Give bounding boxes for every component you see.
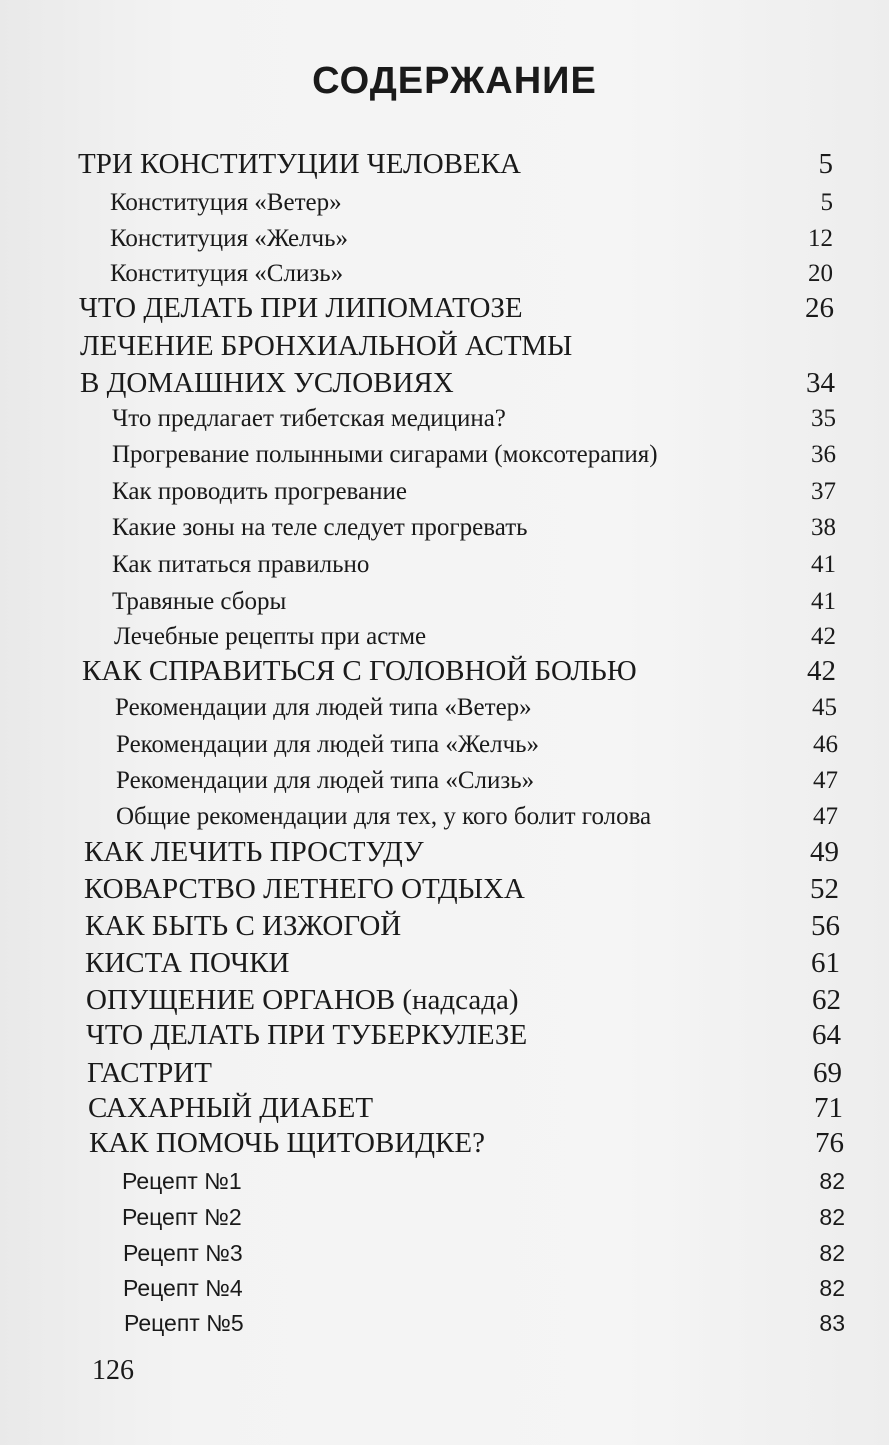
toc-entry: [110, 222, 833, 256]
toc-entry-page: 5: [820, 189, 833, 216]
toc-entry: [89, 1126, 844, 1160]
toc-entry-page: 76: [815, 1127, 844, 1159]
toc-entry: [112, 438, 836, 472]
toc-entry-title: Рецепт №3: [123, 1240, 243, 1266]
toc-entry: [116, 800, 838, 834]
toc-entry-title: Общие рекомендации для тех, у кого болит голова: [116, 803, 652, 830]
toc-entry-title: Рекомендации для людей типа «Ветер»: [115, 694, 532, 721]
toc-entry-page: 61: [811, 947, 840, 979]
toc-entry: [87, 1056, 842, 1090]
toc-entry-title: ЛЕЧЕНИЕ БРОНХИАЛЬНОЙ АСТМЫ: [80, 330, 573, 362]
toc-entry-title: ТРИ КОНСТИТУЦИИ ЧЕЛОВЕКА: [78, 148, 522, 180]
toc-entry-page: 82: [819, 1204, 845, 1230]
toc-entry-page: 71: [814, 1092, 843, 1124]
toc-entry: [110, 257, 833, 291]
toc-entry-title: Рекомендации для людей типа «Желчь»: [116, 731, 540, 758]
toc-entry-page: 12: [808, 225, 833, 252]
page-title: СОДЕРЖАНИЕ: [312, 60, 597, 102]
toc-entry: [86, 983, 841, 1017]
toc-entry-page: 82: [819, 1240, 845, 1266]
toc-entry-title: Рецепт №2: [122, 1204, 242, 1230]
toc-entry-title: Конституция «Слизь»: [110, 260, 344, 287]
toc-entry: [112, 548, 836, 582]
toc-entry: [112, 585, 836, 619]
toc-entry-page: 42: [811, 623, 836, 650]
toc-entry: [86, 1018, 841, 1052]
toc-entry-title: САХАРНЫЙ ДИАБЕТ: [88, 1092, 374, 1124]
toc-entry-page: 47: [813, 767, 838, 794]
toc-entry: [80, 366, 835, 400]
toc-entry-title: Рекомендации для людей типа «Слизь»: [116, 767, 535, 794]
toc-entry-title: КИСТА ПОЧКИ: [85, 947, 290, 979]
toc-entry-title: КОВАРСТВО ЛЕТНЕГО ОТДЫХА: [84, 873, 525, 905]
toc-entry-page: 83: [819, 1310, 845, 1336]
toc-entry-title: В ДОМАШНИХ УСЛОВИЯХ: [80, 367, 454, 399]
toc-entry: [80, 329, 835, 363]
toc-entry: [84, 835, 839, 869]
toc-entry-title: Рецепт №1: [122, 1168, 242, 1194]
toc-entry-title: Что предлагает тибетская медицина?: [112, 405, 506, 432]
page-number: 126: [92, 1355, 134, 1386]
toc-entry-page: 37: [811, 478, 836, 505]
toc-entry-title: Какие зоны на теле следует прогревать: [112, 514, 528, 541]
toc-entry-page: 64: [812, 1019, 841, 1051]
toc-entry-title: Как проводить прогревание: [112, 478, 407, 505]
toc-entry-title: Как питаться правильно: [112, 551, 370, 578]
toc-entry-title: КАК СПРАВИТЬСЯ С ГОЛОВНОЙ БОЛЬЮ: [82, 655, 637, 687]
toc-entry-page: 52: [810, 873, 839, 905]
toc-entry-title: Конституция «Желчь»: [110, 225, 348, 252]
toc-entry-page: 45: [812, 694, 837, 721]
toc-entry-title: ЧТО ДЕЛАТЬ ПРИ ТУБЕРКУЛЕЗЕ: [86, 1019, 528, 1051]
toc-entry: [110, 186, 833, 220]
toc-entry-title: ЧТО ДЕЛАТЬ ПРИ ЛИПОМАТОЗЕ: [79, 292, 523, 324]
toc-entry-title: КАК ЛЕЧИТЬ ПРОСТУДУ: [84, 836, 424, 868]
toc-entry-page: 5: [818, 148, 833, 180]
toc-entry: [85, 909, 840, 943]
toc-entry-title: ОПУЩЕНИЕ ОРГАНОВ (надсада): [86, 984, 519, 1016]
toc-entry: [82, 654, 836, 688]
toc-entry: [85, 946, 840, 980]
toc-entry-title: Травяные сборы: [112, 588, 287, 615]
toc-entry-title: Лечебные рецепты при астме: [114, 623, 427, 650]
toc-entry-page: 46: [813, 731, 838, 758]
toc-entry-page: 47: [813, 803, 838, 830]
toc-entry-page: 62: [812, 984, 841, 1016]
toc-entry-title: ГАСТРИТ: [87, 1057, 212, 1089]
toc-entry: [112, 511, 836, 545]
toc-entry-page: 42: [807, 655, 836, 687]
toc-entry: [116, 728, 838, 762]
toc-entry: [88, 1091, 843, 1125]
toc-entry-page: 41: [811, 551, 836, 578]
toc-entry-page: 35: [811, 405, 836, 432]
toc-entry-title: КАК ПОМОЧЬ ЩИТОВИДКЕ?: [89, 1127, 485, 1159]
toc-entry-title: Прогревание полынными сигарами (моксотерапия): [112, 441, 658, 468]
toc-entry: [84, 872, 839, 906]
toc-entry: [116, 764, 838, 798]
toc-entry-page: 56: [811, 910, 840, 942]
toc-entry: [115, 691, 837, 725]
toc-entry-page: 69: [813, 1057, 842, 1089]
toc-entry-page: 20: [808, 260, 833, 287]
toc-entry: [78, 147, 833, 181]
toc-entry-page: 49: [810, 836, 839, 868]
toc-entry: [123, 1271, 845, 1305]
toc-entry: [112, 475, 836, 509]
toc-entry: [112, 402, 836, 436]
toc-entry-page: 82: [819, 1168, 845, 1194]
toc-entry-title: КАК БЫТЬ С ИЗЖОГОЙ: [85, 910, 402, 942]
toc-entry: [114, 620, 836, 654]
toc-entry: [122, 1200, 845, 1234]
toc-entry-page: 34: [806, 367, 835, 399]
toc-entry-page: 36: [811, 441, 836, 468]
toc-entry-page: 38: [811, 514, 836, 541]
toc-entry: [122, 1164, 845, 1198]
toc-entry-page: 26: [805, 292, 834, 324]
toc-entry-page: 41: [811, 588, 836, 615]
toc-entry-title: Рецепт №4: [123, 1275, 243, 1301]
toc-entry-title: Конституция «Ветер»: [110, 189, 342, 216]
toc-entry: [79, 291, 834, 325]
toc-entry-title: Рецепт №5: [124, 1310, 244, 1336]
toc-entry: [124, 1306, 845, 1340]
toc-entry-page: 82: [819, 1275, 845, 1301]
toc-entry: [123, 1236, 845, 1270]
